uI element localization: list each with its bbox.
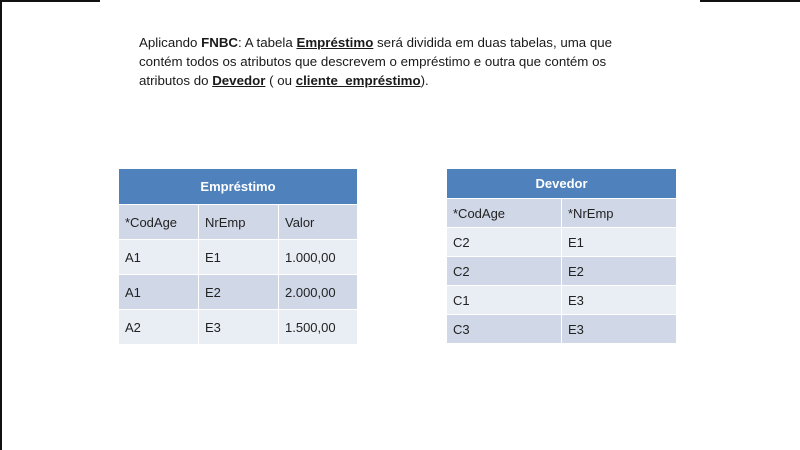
emprestimo-table-title: Empréstimo xyxy=(119,169,358,205)
table-row xyxy=(119,310,358,345)
intro-fnbc: FNBC xyxy=(201,35,239,50)
table-header-row xyxy=(119,205,358,240)
intro-devedor: Devedor xyxy=(212,73,266,88)
table-cell: A1 xyxy=(119,240,199,275)
table-cell: 1.500,00 xyxy=(279,310,358,345)
column-header: *CodAge xyxy=(119,205,199,240)
table-row xyxy=(119,275,358,310)
devedor-table-title: Devedor xyxy=(447,169,677,199)
intro-text-1: Aplicando xyxy=(139,35,202,50)
table-cell: A2 xyxy=(119,310,199,345)
column-header: *CodAge xyxy=(447,199,562,228)
emprestimo-table xyxy=(118,168,358,345)
table-row xyxy=(447,257,677,286)
table-cell: 2.000,00 xyxy=(279,275,358,310)
devedor-table xyxy=(446,168,677,344)
table-cell: A1 xyxy=(119,275,199,310)
intro-paragraph xyxy=(139,33,639,90)
table-header-row xyxy=(447,199,677,228)
column-header: NrEmp xyxy=(199,205,279,240)
intro-text-5: ). xyxy=(420,73,429,88)
table-cell: E3 xyxy=(199,310,279,345)
intro-emprestimo: Empréstimo xyxy=(296,35,374,50)
intro-cliente-emprestimo: cliente_empréstimo xyxy=(295,73,421,88)
column-header: *NrEmp xyxy=(562,199,677,228)
column-header: Valor xyxy=(279,205,358,240)
table-cell: E2 xyxy=(199,275,279,310)
table-cell: C2 xyxy=(447,257,562,286)
table-row xyxy=(447,228,677,257)
table-cell: E3 xyxy=(562,286,677,315)
table-cell: C2 xyxy=(447,228,562,257)
slide-top-right-border xyxy=(700,0,800,2)
table-row xyxy=(447,315,677,344)
table-cell: E1 xyxy=(562,228,677,257)
table-cell: C3 xyxy=(447,315,562,344)
intro-text-3: será dividida em duas tabelas, uma que contém todos os atributos que descrevem o empréstimo e outra que contém os atributos do xyxy=(139,35,613,88)
table-cell: E2 xyxy=(562,257,677,286)
table-row xyxy=(119,240,358,275)
slide-left-border xyxy=(0,0,2,450)
intro-text-4: ( ou xyxy=(265,73,296,88)
intro-text-2: : A tabela xyxy=(238,35,297,50)
table-cell: C1 xyxy=(447,286,562,315)
slide-top-left-border xyxy=(0,0,100,2)
table-cell: 1.000,00 xyxy=(279,240,358,275)
table-cell: E3 xyxy=(562,315,677,344)
table-cell: E1 xyxy=(199,240,279,275)
table-row xyxy=(447,286,677,315)
